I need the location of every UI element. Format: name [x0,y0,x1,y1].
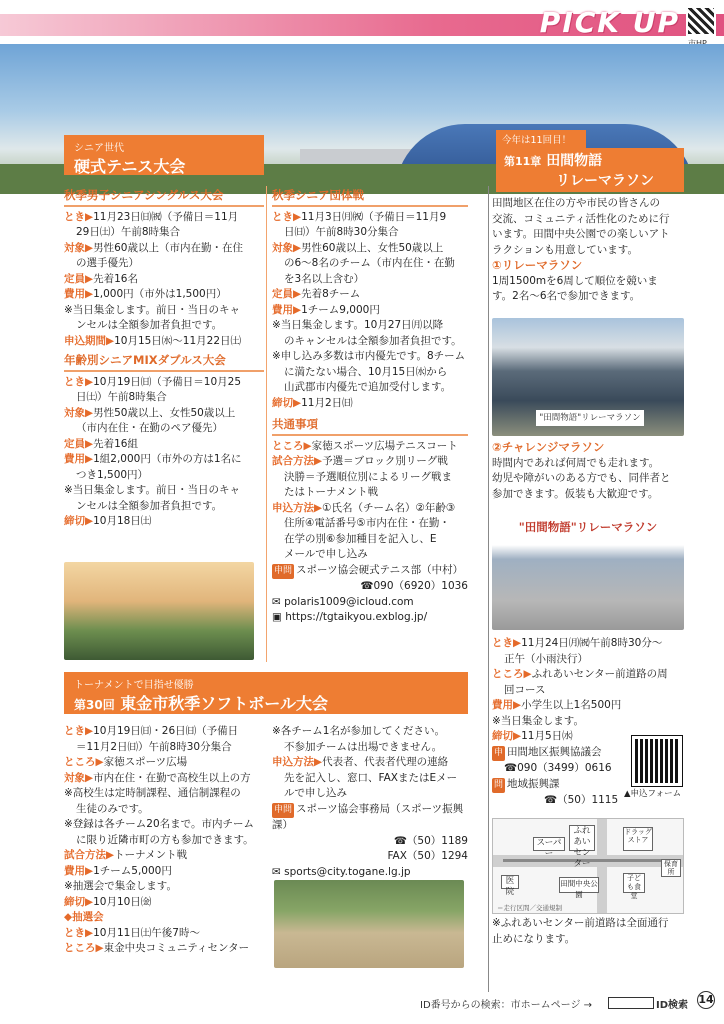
map-park: 田間中央公園 [560,879,598,899]
softball-contact: スポーツ協会事務局（スポーツ振興課） [272,802,464,831]
info-line [272,256,468,272]
info-value: 小学生以上1名500円 [521,699,622,711]
relay-text [492,274,688,305]
info-line [64,514,264,530]
marathon-lines [492,636,688,745]
softball-fax: FAX（50）1294 [387,850,468,862]
marathon-contact1: 田間地区振興協議会 [507,745,602,758]
common-title: 共通事項 [272,417,468,436]
info-key: 費用 [64,288,85,300]
page-number: 14 [697,991,715,1009]
hp-icon: ▣ [272,611,286,623]
marathon-kicker: 今年は11回目！ [496,130,586,148]
marathon-title2: リレーマラソン [556,173,654,189]
mail-icon: ✉ [272,595,285,608]
tennis-header [64,135,264,175]
info-key: とき [492,637,513,649]
info-key: 申込期間 [64,334,106,347]
map-fureai-center: ふれあいセンター [569,825,595,851]
info-value: ※各チーム1名が参加してください。 [272,725,445,737]
info-key: 締切 [272,396,293,409]
info-value: ※申し込み多数は市内優先です。8チーム [272,350,466,362]
info-line [272,303,468,319]
info-value: 東金中央コミュニティセンター [103,942,250,954]
info-line [64,941,264,957]
softball-right-lines [272,724,468,802]
info-value: ※抽選会で集金します。 [64,880,177,892]
softball-photo [274,880,464,968]
info-key: 申込方法 [272,756,314,768]
info-key: 申込方法 [272,501,314,514]
softball-contact-tag: 申問 [272,803,294,819]
arrow-icon: ▶ [314,455,323,467]
map-kids-cafeteria: 子ども食堂 [623,873,645,893]
right-column-border [488,186,489,992]
arrow-icon: ▶ [85,725,94,737]
info-line [272,454,468,470]
info-value: の6〜8名のチーム（市内在住・在勤 [284,257,455,269]
info-value: たはトーナメント戦 [284,486,379,498]
map-nursery: 保育所 [661,859,681,877]
info-value: 男性50歳以上、女性50歳以上 [93,406,236,419]
softball-phone: ☎（50）1189 [393,834,468,847]
info-line [64,225,264,241]
info-value: ①氏名（チーム名）②年齢③ [322,501,456,514]
info-value: 正午（小雨決行） [504,652,588,665]
info-line [64,895,264,911]
arrow-icon: ▶ [513,637,522,649]
arrow-icon: ▶ [293,396,302,409]
softball-left-column [64,724,264,957]
info-line [64,833,264,849]
info-value: 11月5日㈬ [521,730,573,742]
team-lines [272,210,468,412]
marathon-phone1: ☎090（3499）0616 [504,762,612,774]
info-value: ※当日集金します。10月27日㈪以降 [272,319,444,331]
info-value: 山武郡市内優先で追加受付します。 [284,381,452,393]
info-line [272,225,468,241]
info-line [64,771,264,787]
info-line [272,501,468,517]
info-line [492,683,688,699]
info-line [64,724,264,740]
text-line: ※ふれあいセンター前道路は全面通行 [492,917,669,929]
info-line [64,437,264,453]
info-line [272,241,468,257]
info-value: 先着16組 [93,437,138,450]
marathon-title1: 田間物語 [546,153,603,169]
info-key: 締切 [64,895,85,908]
text-line: す。2名〜6名で参加できます。 [492,290,641,302]
challenge-photo [492,512,684,630]
info-value: に満たない場合、10月15日㈬から [284,365,448,378]
info-line [64,802,264,818]
mix-title: 年齢別シニアMIXダブルス大会 [64,353,264,372]
info-key: ところ [64,942,96,954]
info-line [272,396,468,412]
info-line [272,272,468,288]
contact-tag: 申問 [272,564,294,580]
tennis-photo [64,562,254,660]
arrow-icon: ▶ [314,756,323,768]
info-line [64,786,264,802]
info-value: 1チーム5,000円 [93,864,172,877]
info-value: ※当日集金します。前日・当日のキャ [64,303,240,316]
map-road-cross [597,819,607,913]
info-value: 決勝＝予選順位別によるリーグ戦ま [284,470,452,483]
text-line: 止めになります。 [492,932,576,945]
tennis-hp-link[interactable]: https://tgtaikyou.exblog.jp/ [285,611,428,623]
tennis-kicker: シニア世代 [74,143,124,154]
tennis-title: 硬式テニス大会 [74,157,186,176]
info-value: 11月2日㈰ [301,396,353,409]
info-value: 男性60歳以上（市内在勤・在住 [93,241,243,254]
info-value: 29日㈯）午前8時集合 [76,226,181,238]
arrow-icon: ▶ [293,303,302,316]
marathon-header [496,130,684,189]
info-value: ※当日集金します。前日・当日のキャ [64,484,240,496]
arrow-icon: ▶ [85,926,94,939]
info-value: ※高校生は定時制課程、通信制課程の [64,787,241,799]
arrow-icon: ▶ [523,668,532,680]
info-value: 1,000円（市外は1,500円） [93,288,227,300]
info-line [492,667,688,683]
info-value: （市内在住・在勤のペア優先） [76,422,223,434]
arrow-icon: ▶ [85,288,94,300]
info-key: ところ [492,668,524,680]
info-line [272,365,468,381]
arrow-icon: ▶ [106,334,115,347]
info-line [492,698,688,714]
info-line [64,755,264,771]
info-key: 費用 [64,864,85,877]
info-value: 日㈯）午前8時集合 [76,391,167,403]
info-value: に限り近隣市町の方も参加できます。 [76,833,254,846]
arrow-icon: ▶ [293,241,302,254]
info-value: 不参加チームは出場できません。 [284,740,443,753]
map-supermarket: スーパー [533,837,565,851]
info-value: 10月10日㈮ [93,895,152,908]
info-key: 対象 [64,406,85,419]
map-note [492,916,688,947]
info-value: 11月24日㈪㈷午前8時30分〜 [521,637,663,649]
tennis-contact: スポーツ協会硬式テニス部（中村） [296,563,464,576]
text-line: 田間地区在住の方や市民の皆さんの [492,197,660,209]
info-value: ふれあいセンター前道路の周 [531,668,668,680]
qr-code-icon [686,6,716,36]
arrow-icon: ▶ [85,453,94,465]
marathon-phone2: ☎（50）1115 [544,794,619,806]
info-value: ※当日集金します。 [492,714,584,727]
softball-header [64,672,468,714]
info-value: 日㈰）午前8時30分集合 [284,226,399,238]
arrow-icon: ▶ [513,699,522,711]
info-key: とき [64,210,85,223]
marathon-num: 第11章 [504,155,542,168]
info-value: 市内在住・在勤で高校生以上の方 [93,771,251,784]
info-key: 試合方法 [64,849,106,861]
info-key: 締切 [64,515,85,527]
info-line [64,210,264,226]
text-line: います。田間中央公園での楽しいアト [492,228,670,240]
arrow-icon: ▶ [85,864,94,877]
info-line [272,334,468,350]
info-value: ンセルは全額参加者負担です。 [76,319,223,331]
info-line [272,724,468,740]
info-line [272,439,468,455]
info-line [64,287,264,303]
challenge-column [492,440,688,502]
map-legend: ＝走行区間／交通規制 [497,904,562,912]
info-value: メールで申し込み [284,548,368,560]
info-value: 10月11日㈯午後7時〜 [93,926,200,939]
challenge-title: ②チャレンジマラソン [492,440,605,454]
info-line [64,256,264,272]
info-value: つき1,500円） [76,468,149,481]
softball-email[interactable]: sports@city.togane.lg.jp [284,865,411,878]
common-lines [272,439,468,563]
info-line [64,926,264,942]
footer-text: ID番号からの検索：市ホームページ → [420,1000,593,1011]
arrow-icon: ▶ [85,406,94,419]
info-line [64,303,264,319]
info-line [64,879,264,895]
info-line [64,864,264,880]
relay-title: ①リレーマラソン [492,258,583,272]
info-value: のキャンセルは全額参加者負担です。 [284,334,462,347]
arrow-icon: ▶ [106,849,115,861]
info-line [64,452,264,468]
singles-lines [64,210,264,350]
info-key: とき [272,210,293,223]
marathon-intro [492,196,688,258]
text-line: 時間内であれば何周でも走れます。 [492,456,660,469]
arrow-icon: ▶ [85,241,94,254]
info-line [64,318,264,334]
info-key: 対象 [64,241,85,254]
softball-kicker: トーナメントで目指せ優勝 [74,680,194,691]
arrow-icon: ▶ [85,272,94,285]
info-line [272,547,468,563]
marathon-contact1-tag: 申 [492,746,505,762]
info-value: トーナメント戦 [114,849,188,861]
info-value: ＝11月2日㈰）午前8時30分集合 [76,740,232,753]
info-value: 10月18日㈯ [93,515,152,527]
mail-icon: ✉ [272,865,285,878]
text-line: 参加できます。仮装も大歓迎です。 [492,487,659,500]
info-value: 生徒のみです。 [76,802,149,815]
info-key: 費用 [64,453,85,465]
info-line [272,771,468,787]
info-value: 1組2,000円（市外の方は1名に [93,453,242,465]
info-value: 家徳スポーツ広場 [103,756,188,768]
qr-form-label: ▲申込フォーム [624,789,682,799]
challenge-text [492,456,688,503]
info-key: 定員 [64,272,85,285]
info-value: 11月3日㈪㈷（予備日＝11月9 [301,210,447,223]
info-line [64,468,264,484]
info-key: とき [64,375,85,388]
info-line [64,848,264,864]
info-value: 10月19日㈰（予備日＝10月25 [93,375,242,388]
info-key: 費用 [492,699,513,711]
mix-lines [64,375,264,530]
info-line [272,786,468,802]
info-line [272,470,468,486]
marathon-column [492,196,688,305]
info-value: 男性60歳以上、女性50歳以上 [301,241,444,254]
info-line [492,714,688,730]
info-value: 回コース [504,683,546,696]
info-key: 費用 [272,303,293,316]
text-line: 交流、コミュニティ活性化のために行 [492,212,670,225]
tennis-left-column [64,186,264,530]
pickup-title: PICK UP [539,6,680,39]
info-line [64,483,264,499]
info-line [272,516,468,532]
id-search-label[interactable]: ID検索 [656,1000,689,1011]
info-value: ※登録は各チーム20名まで。市内チーム [64,818,254,830]
info-value: 10月15日㈬〜11月22日㈯ [114,334,242,347]
info-value: 住所④電話番号⑤市内在住・在勤・ [284,517,450,529]
info-value: 11月23日㈰㈷（予備日＝11月 [93,210,239,223]
info-key: 対象 [272,241,293,254]
marathon-contact2-tag: 問 [492,778,505,794]
arrow-icon: ▶ [85,210,94,223]
info-value: 1チーム9,000円 [301,303,380,316]
id-search-box[interactable] [608,997,654,1009]
info-value: 在学の別⑥参加種目を記入し、E [284,532,437,545]
text-line: 幼児や障がいのある方でも、同伴者と [492,472,671,484]
arrow-icon: ▶ [293,210,302,223]
info-value: 家徳スポーツ広場テニスコート [311,439,458,452]
relay-banner: "田間物語"リレーマラソン [536,410,644,426]
map-hospital: 医院 [501,875,519,889]
info-key: ◆抽選会 [64,911,104,923]
arrow-icon: ▶ [293,288,302,300]
column-divider [266,186,267,662]
route-map [492,818,684,914]
info-value: 代表者、代表者代理の連絡 [322,756,449,768]
marathon-contact2: 地域振興課 [507,777,560,790]
info-line [272,287,468,303]
info-line [272,532,468,548]
tennis-right-column [272,186,468,626]
info-value: ンセルは全額参加者負担です。 [76,499,223,512]
map-drugstore: ドラッグストア [623,827,653,851]
info-value: 先着16名 [93,272,138,285]
info-line [64,241,264,257]
info-key: 締切 [492,730,513,742]
info-line [492,652,688,668]
info-key: ところ [64,756,96,768]
info-value: ルで申し込み [284,787,347,799]
info-line [64,817,264,833]
info-key: とき [64,926,85,939]
arrow-icon: ▶ [95,942,104,954]
arrow-icon: ▶ [303,439,312,452]
info-key: 試合方法 [272,455,314,467]
softball-num: 第30回 [74,698,115,712]
info-line [272,740,468,756]
info-value: を3名以上含む） [284,272,365,285]
arrow-icon: ▶ [85,895,94,908]
info-line [64,499,264,515]
info-value: の選手優先） [76,257,139,269]
tennis-phone: ☎090（6920）1036 [360,580,468,592]
challenge-banner: "田間物語"リレーマラソン [518,520,658,534]
relay-group-photo [492,318,684,436]
info-line [64,375,264,391]
softball-title: 東金市秋季ソフトボール大会 [120,694,328,713]
arrow-icon: ▶ [85,437,94,450]
arrow-icon: ▶ [314,501,323,514]
arrow-icon: ▶ [85,515,94,527]
info-line [64,406,264,422]
info-value: 10月19日㈰・26日㈰（予備日 [93,725,239,737]
info-key: とき [64,725,85,737]
info-line [64,740,264,756]
info-line [272,210,468,226]
info-line [64,390,264,406]
info-line [272,318,468,334]
info-line [64,334,264,350]
tennis-email[interactable]: polaris1009@icloud.com [284,595,414,608]
singles-title: 秋季男子シニアシングルス大会 [64,188,264,207]
arrow-icon: ▶ [85,771,94,784]
info-line [272,380,468,396]
info-line [272,485,468,501]
info-key: 定員 [64,437,85,450]
info-key: 対象 [64,771,85,784]
info-line [272,349,468,365]
info-line [64,910,264,926]
info-line [492,636,688,652]
info-key: ところ [272,439,304,452]
text-line: ラクションも用意しています。 [492,243,638,256]
info-value: 先着8チーム [301,288,361,300]
info-value: 先を記入し、窓口、FAXまたはEメー [284,771,458,784]
team-title: 秋季シニア団体戦 [272,188,468,207]
marathon-qr-code-icon[interactable] [632,736,682,786]
info-line [272,755,468,771]
info-key: 定員 [272,288,293,300]
info-line [64,272,264,288]
arrow-icon: ▶ [85,375,94,388]
info-value: 予選＝ブロック別リーグ戦 [322,455,448,467]
text-line: 1周1500mを6周して順位を競いま [492,274,658,287]
softball-right-column [272,724,468,880]
info-line [64,421,264,437]
arrow-icon: ▶ [513,730,522,742]
arrow-icon: ▶ [95,756,104,768]
